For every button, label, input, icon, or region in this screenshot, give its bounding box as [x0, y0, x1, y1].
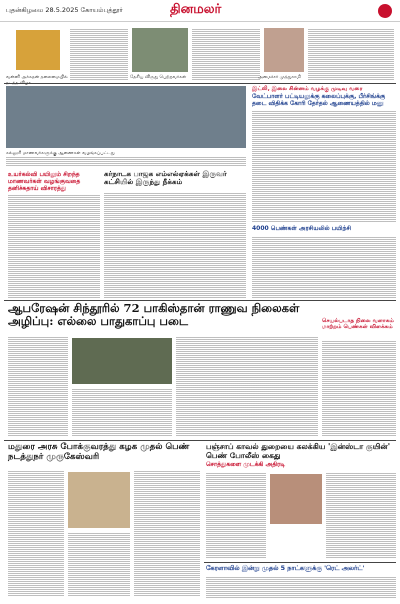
soldiers-photo	[72, 338, 172, 384]
portrait-photo-left	[16, 30, 60, 70]
big-story-text-1	[8, 336, 68, 436]
portrait-photo-right	[264, 28, 304, 72]
side-story-text	[322, 340, 396, 436]
portrait-caption-left: வன்னி அச்சுதன் தலைமையில்	[6, 75, 68, 80]
bottom-headline: கேரளாவில் இன்று முதல் 5 நாட்களுக்கு 'ரெட் அலர்ட்'	[206, 564, 365, 572]
lower-left-text-3	[134, 470, 200, 596]
portrait-caption-right: அமைச்சர் முத்துசாமி	[258, 75, 301, 80]
top-right-text	[308, 28, 394, 80]
center-story-text	[104, 192, 246, 298]
mid-right-text	[252, 236, 396, 298]
lower-right-headline: பஞ்சாப் காவல் துறையை கலக்கிய 'இன்ஸ்டா குயின்' பெண் போலீஸ் கைது	[206, 442, 391, 460]
lower-left-headline: மதுரை அரசு போக்குவரத்து கழக முதல் பெண் நடத்துநர் முருகேஸ்வரி	[8, 442, 190, 462]
side-headline: செயல்படாத நிலை வளாகம் மாற்றம் பெண்கள் விளக்கம்	[322, 318, 394, 331]
conductor-photo	[68, 472, 130, 528]
page-header	[0, 0, 400, 22]
lower-right-text-2	[326, 472, 396, 558]
top-left-text	[70, 28, 128, 80]
center-caption: தேசிய விருது பெற்றவர்கள்	[130, 75, 187, 80]
right-headline-1: இட்லி, இலை சின்னம் வழக்கு முடிவு வரை	[252, 86, 363, 92]
brand-logo-icon	[378, 4, 392, 18]
bottom-story-text	[206, 576, 396, 598]
right-headline-2: வேட்பாளர் பட்டியலுக்கு கலைப்புக்கு, பீர்சிங்க்கு தடை விதிக்க கோரி தேர்தல் ஆணையத்தில் மனு	[252, 93, 386, 107]
divider	[204, 562, 396, 563]
lower-right-text-1	[206, 472, 266, 558]
masthead: தினமலர்	[170, 2, 222, 17]
top-center-text	[192, 28, 260, 80]
divider	[4, 440, 396, 441]
lower-left-text-1	[8, 470, 64, 596]
right-story-text	[252, 110, 396, 222]
left-story-text	[8, 194, 100, 298]
mid-right-headline: 4000 பெண்கள் அரசியலில் பயிற்சி	[252, 225, 352, 232]
lower-left-text-2	[68, 532, 130, 596]
main-photo-caption: கல்லூரி மாணவர்களுக்கு ஆணைகள் வழங்கப்பட்டது	[6, 151, 115, 156]
big-headline: ஆபரேஷன் சிந்தூரில் 72 பாகிஸ்தான் ராணுவ நிலைகள் அழிப்பு: எல்லை பாதுகாப்பு படை	[8, 301, 300, 328]
divider	[4, 83, 396, 84]
date-line: புதன்கிழமை 28.5.2025 கோயம்புத்தூர்	[6, 6, 123, 14]
police-photo	[270, 474, 322, 524]
center-headline: கர்நாடக பாஜக எம்எல்ஏக்கள் இருவர் கட்சியில் இருந்து நீக்கம்	[104, 169, 227, 187]
left-headline: உயர்கல்வி பயிலும் சிறந்த மாணவர்கள் வழங்குவதை தனிச்சுதாய் விசாரத்து	[8, 171, 81, 192]
lower-right-subhead: சொத்துகளை முடக்கி அதிரடி	[206, 461, 285, 468]
big-story-text-2	[72, 388, 172, 436]
main-caption-text	[6, 156, 246, 166]
big-story-text-3	[176, 336, 318, 436]
portrait-photo-center	[132, 28, 188, 72]
main-group-photo	[6, 86, 246, 148]
